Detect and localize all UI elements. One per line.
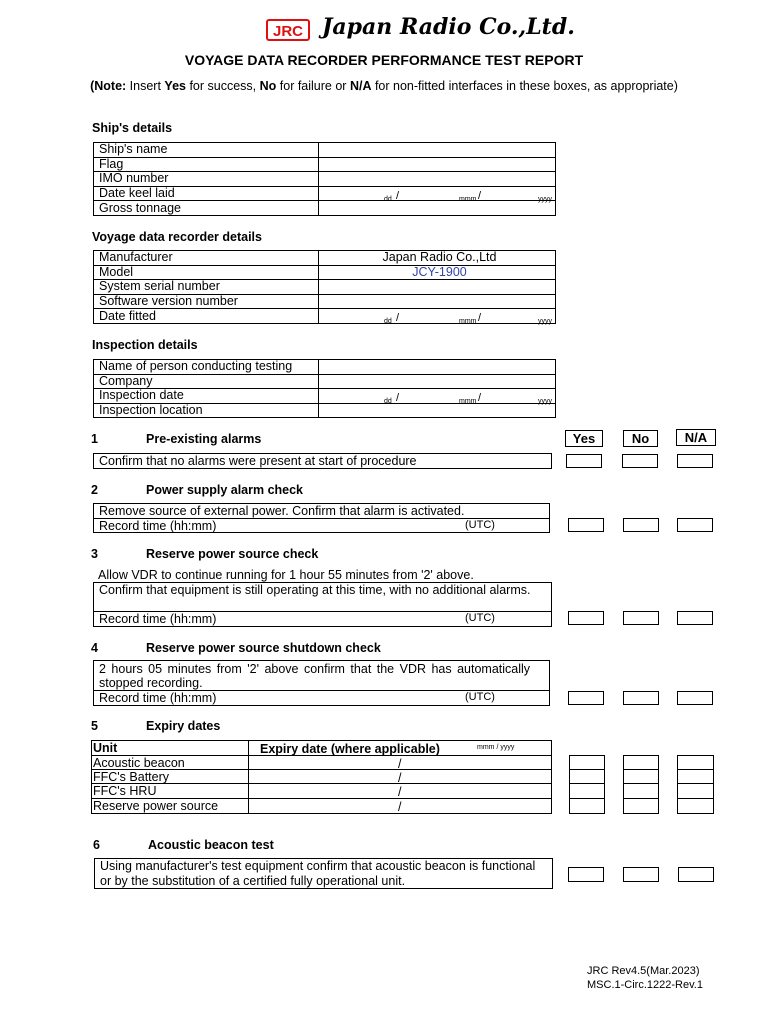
test3-na-box[interactable] xyxy=(677,611,713,625)
expiry-table xyxy=(91,740,552,814)
revision-label: JRC Rev4.5(Mar.2023) xyxy=(587,965,700,977)
record-time-label: Record time (hh:mm) xyxy=(99,519,217,533)
date-fitted-field[interactable]: dd / mmm / yyyy xyxy=(319,309,556,324)
row-label: Company xyxy=(94,374,319,389)
test6-na-box[interactable] xyxy=(678,867,714,882)
row-label: Ship's name xyxy=(94,143,319,158)
row-label: Gross tonnage xyxy=(94,201,319,216)
row-label: Software version number xyxy=(94,294,319,309)
test-number: 1 xyxy=(91,432,98,446)
utc-label: (UTC) xyxy=(465,519,495,531)
expiry-field[interactable]: / xyxy=(398,757,402,771)
test4-na-box[interactable] xyxy=(677,691,713,705)
test-text: Confirm that equipment is still operating at this time, with no additional alarms. xyxy=(99,583,531,597)
test-text-cont: stopped recording. xyxy=(99,676,203,690)
unit-column-header: Unit xyxy=(93,741,118,755)
inspection-details-table xyxy=(93,359,556,418)
row-label: Inspection location xyxy=(94,403,319,418)
circular-reference: MSC.1-Circ.1222-Rev.1 xyxy=(587,979,703,991)
test-title: Reserve power source shutdown check xyxy=(146,641,381,655)
test4-no-box[interactable] xyxy=(623,691,659,705)
flag-field[interactable] xyxy=(319,157,556,172)
test-number: 3 xyxy=(91,547,98,561)
row-label: Manufacturer xyxy=(94,251,319,266)
test2-frame xyxy=(93,503,550,533)
unit-label: FFC's HRU xyxy=(93,784,157,798)
test-text-cont: or by the substitution of a certified fully operational unit. xyxy=(100,874,406,888)
row-label: System serial number xyxy=(94,280,319,295)
utc-label: (UTC) xyxy=(465,691,495,703)
imo-field[interactable] xyxy=(319,172,556,187)
test2-na-box[interactable] xyxy=(677,518,713,532)
expiry-na-boxes[interactable] xyxy=(677,755,714,814)
test3-frame xyxy=(93,582,552,627)
test-title: Power supply alarm check xyxy=(146,483,304,497)
row-label: Flag xyxy=(94,157,319,172)
row-label: Inspection date xyxy=(94,389,319,404)
manufacturer-field[interactable]: Japan Radio Co.,Ltd xyxy=(319,251,556,266)
inspector-name-field[interactable] xyxy=(319,360,556,375)
test-title: Acoustic beacon test xyxy=(148,838,274,852)
jrc-logo: JRC xyxy=(266,19,310,41)
test3-yes-box[interactable] xyxy=(568,611,604,625)
test6-frame xyxy=(94,858,553,889)
ship-name-field[interactable] xyxy=(319,143,556,158)
record-time-label: Record time (hh:mm) xyxy=(99,691,217,705)
test-text: Remove source of external power. Confirm that alarm is activated. xyxy=(99,504,465,518)
footer xyxy=(587,964,703,992)
inspection-location-field[interactable] xyxy=(319,403,556,418)
vdr-details-heading: Voyage data recorder details xyxy=(92,230,262,244)
test3-no-box[interactable] xyxy=(623,611,659,625)
keel-date-field[interactable]: dd / mmm / yyyy xyxy=(319,186,556,201)
company-logo-text: Japan Radio Co.,Ltd. xyxy=(322,14,575,40)
expiry-format: mmm / yyyy xyxy=(477,744,515,751)
test6-no-box[interactable] xyxy=(623,867,659,882)
serial-field[interactable] xyxy=(319,280,556,295)
no-column-header: No xyxy=(623,430,658,447)
test-title: Expiry dates xyxy=(146,719,221,733)
test-text: Confirm that no alarms were present at start of procedure xyxy=(99,454,417,468)
utc-label: (UTC) xyxy=(465,612,495,624)
test1-no-box[interactable] xyxy=(622,454,658,468)
record-time-label: Record time (hh:mm) xyxy=(99,612,217,626)
row-label: Date fitted xyxy=(94,309,319,324)
page-title: VOYAGE DATA RECORDER PERFORMANCE TEST REPORT xyxy=(184,52,584,68)
test1-yes-box[interactable] xyxy=(566,454,602,468)
inspection-details-heading: Inspection details xyxy=(92,338,198,352)
row-label: IMO number xyxy=(94,172,319,187)
expiry-yes-boxes[interactable] xyxy=(569,755,605,814)
company-field[interactable] xyxy=(319,374,556,389)
ships-details-table xyxy=(93,142,556,216)
test4-frame xyxy=(93,660,550,706)
inspection-date-field[interactable]: dd / mmm / yyyy xyxy=(319,389,556,404)
expiry-column-header: Expiry date (where applicable) xyxy=(260,742,440,756)
test-number: 2 xyxy=(91,483,98,497)
test-text: 2 hours 05 minutes from '2' above confirm that the VDR has automatically xyxy=(99,662,531,676)
test2-no-box[interactable] xyxy=(623,518,659,532)
row-label: Date keel laid xyxy=(94,186,319,201)
unit-label: Reserve power source xyxy=(93,799,219,813)
test3-pre-text: Allow VDR to continue running for 1 hour 55 minutes from '2' above. xyxy=(98,568,474,582)
test2-yes-box[interactable] xyxy=(568,518,604,532)
row-label: Model xyxy=(94,265,319,280)
expiry-field[interactable]: / xyxy=(398,771,402,785)
expiry-field[interactable]: / xyxy=(398,800,402,814)
ships-details-heading: Ship's details xyxy=(92,121,173,135)
test6-yes-box[interactable] xyxy=(568,867,604,882)
test-title: Pre-existing alarms xyxy=(146,432,262,446)
expiry-no-boxes[interactable] xyxy=(623,755,659,814)
test-number: 4 xyxy=(91,641,98,655)
test-text: Using manufacturer's test equipment confirm that acoustic beacon is functional xyxy=(100,859,536,873)
test-number: 5 xyxy=(91,719,98,733)
model-field[interactable]: JCY-1900 xyxy=(319,265,556,280)
software-version-field[interactable] xyxy=(319,294,556,309)
yes-column-header: Yes xyxy=(565,430,603,447)
expiry-field[interactable]: / xyxy=(398,785,402,799)
test1-frame xyxy=(93,453,552,469)
vdr-details-table xyxy=(93,250,556,324)
test1-na-box[interactable] xyxy=(677,454,713,468)
na-column-header: N/A xyxy=(676,429,716,446)
instruction-note: (Note: Insert Yes for success, No for failure or N/A for non-fitted interfaces in these boxes, as appropriate) xyxy=(90,79,678,93)
row-label: Name of person conducting testing xyxy=(94,360,319,375)
test-number: 6 xyxy=(93,838,100,852)
test4-yes-box[interactable] xyxy=(568,691,604,705)
unit-label: FFC's Battery xyxy=(93,770,170,784)
test-title: Reserve power source check xyxy=(146,547,319,561)
tonnage-field[interactable] xyxy=(319,201,556,216)
unit-label: Acoustic beacon xyxy=(93,756,185,770)
